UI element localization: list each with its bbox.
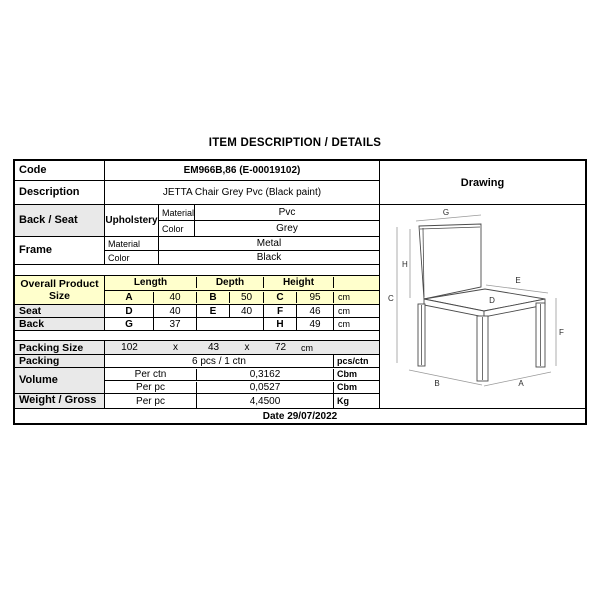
volume-per-pc-value: 0,0527	[197, 382, 334, 393]
packing-size-unit: cm	[301, 342, 313, 353]
packing-size-w: 43	[207, 342, 220, 353]
drawing-column	[379, 161, 585, 408]
dim-label-d: D	[489, 296, 495, 305]
seat-label: Seat	[15, 305, 105, 317]
packing-size-label: Packing Size	[15, 341, 105, 354]
back-seat-keys	[159, 205, 195, 236]
date-value: Date 29/07/2022	[262, 410, 338, 422]
upholstery-label: Upholstery	[105, 205, 159, 236]
packing-unit: pcs/ctn	[337, 356, 369, 366]
drawing-header: Drawing	[380, 161, 585, 205]
volume-per-ctn-unit: Cbm	[337, 369, 357, 379]
page-title: ITEM DESCRIPTION / DETAILS	[208, 137, 382, 149]
overall-size-band	[15, 276, 379, 305]
volume-band	[15, 368, 379, 394]
frame-keys	[105, 237, 159, 264]
spacer-row	[15, 265, 379, 276]
dim-label-e: E	[515, 276, 521, 285]
drawing-canvas	[380, 205, 585, 408]
overall-unit: cm	[338, 292, 350, 303]
length-header: Length	[105, 277, 197, 288]
date-row	[15, 408, 585, 423]
packing-size-x2: x	[244, 342, 250, 353]
back-unit: cm	[338, 319, 350, 329]
frame-material-key: Material	[105, 237, 158, 251]
packing-value: 6 pcs / 1 ctn	[105, 355, 334, 367]
back-seat-row	[15, 205, 379, 237]
frame-material-value: Metal	[159, 237, 379, 251]
volume-rows	[105, 368, 379, 393]
dim-key-h: H	[264, 318, 297, 330]
spacer-row	[15, 331, 379, 341]
dim-key-c: C	[264, 292, 297, 303]
packing-label: Packing	[15, 355, 105, 367]
description-value: JETTA Chair Grey Pvc (Black paint)	[162, 187, 322, 198]
depth-header: Depth	[197, 277, 264, 288]
chair	[418, 224, 545, 381]
volume-per-pc-key: Per pc	[105, 382, 197, 393]
back-seat-color-key: Color	[162, 223, 184, 234]
packing-size-l: 102	[121, 342, 138, 353]
chair-drawing	[380, 205, 585, 408]
overall-size-row	[105, 291, 379, 305]
weight-key: Per pc	[105, 394, 197, 408]
dim-key-f: F	[264, 305, 297, 317]
frame-label: Frame	[15, 237, 105, 264]
volume-per-ctn-key: Per ctn	[105, 369, 197, 380]
dim-key-b: B	[197, 292, 230, 303]
spec-table-body	[15, 161, 585, 408]
frame-color-value: Black	[256, 252, 282, 263]
dim-line-b	[409, 370, 482, 385]
height-header: Height	[264, 277, 334, 288]
back-seat-label: Back / Seat	[15, 205, 105, 236]
description-label: Description	[15, 181, 105, 204]
volume-per-pc-unit: Cbm	[337, 382, 357, 392]
weight-unit: Kg	[337, 396, 349, 406]
dim-val-a: 40	[154, 292, 197, 303]
dim-val-c: 95	[297, 292, 334, 303]
chair-backrest	[419, 224, 481, 299]
details-column	[15, 161, 379, 408]
dim-val-d: 40	[154, 305, 197, 317]
back-seat-material-key: Material	[159, 205, 194, 221]
weight-row	[15, 394, 379, 408]
overall-size-label: Overall Product Size	[15, 276, 105, 304]
packing-size-x1: x	[173, 342, 178, 353]
dim-key-d: D	[105, 305, 154, 317]
volume-per-ctn-value: 0,3162	[197, 369, 334, 380]
frame-color-key: Color	[108, 252, 130, 263]
volume-label: Volume	[15, 368, 105, 393]
packing-row	[15, 355, 379, 368]
description-row	[15, 181, 379, 205]
dim-label-c: C	[388, 294, 394, 303]
back-seat-values	[195, 205, 379, 236]
size-header-row	[105, 276, 379, 291]
frame-row	[15, 237, 379, 265]
volume-per-pc-row	[105, 381, 379, 393]
packing-size-h: 72	[274, 342, 287, 353]
code-row	[15, 161, 379, 181]
dim-val-e: 40	[230, 305, 264, 317]
dim-val-h: 49	[297, 318, 334, 330]
back-row	[15, 318, 379, 331]
back-depth-empty-cell	[197, 318, 264, 330]
overall-size-grid	[105, 276, 379, 304]
weight-value: 4,4500	[197, 394, 334, 408]
packing-size-row	[15, 341, 379, 355]
dim-val-f: 46	[297, 305, 334, 317]
volume-per-ctn-row	[105, 368, 379, 381]
dim-label-f: F	[559, 328, 564, 337]
seat-unit: cm	[338, 306, 350, 316]
dim-label-a: A	[518, 379, 524, 388]
dim-label-b: B	[434, 379, 440, 388]
dim-key-a: A	[105, 292, 154, 303]
back-seat-color-value: Grey	[276, 223, 298, 234]
code-value: EM966B,86 (E-00019102)	[183, 165, 301, 176]
dim-label-h: H	[402, 260, 408, 269]
spec-table	[13, 159, 587, 425]
code-label: Code	[15, 161, 105, 180]
dim-key-g: G	[105, 318, 154, 330]
back-label: Back	[15, 318, 105, 330]
dim-val-b: 50	[230, 292, 264, 303]
frame-values	[159, 237, 379, 264]
dim-label-g: G	[442, 208, 450, 217]
back-seat-material-value: Pvc	[195, 205, 379, 221]
dim-key-e: E	[197, 305, 230, 317]
packing-size-empty	[334, 341, 379, 354]
dim-val-g: 37	[154, 318, 197, 330]
weight-label: Weight / Gross	[15, 394, 105, 408]
seat-row	[15, 305, 379, 318]
